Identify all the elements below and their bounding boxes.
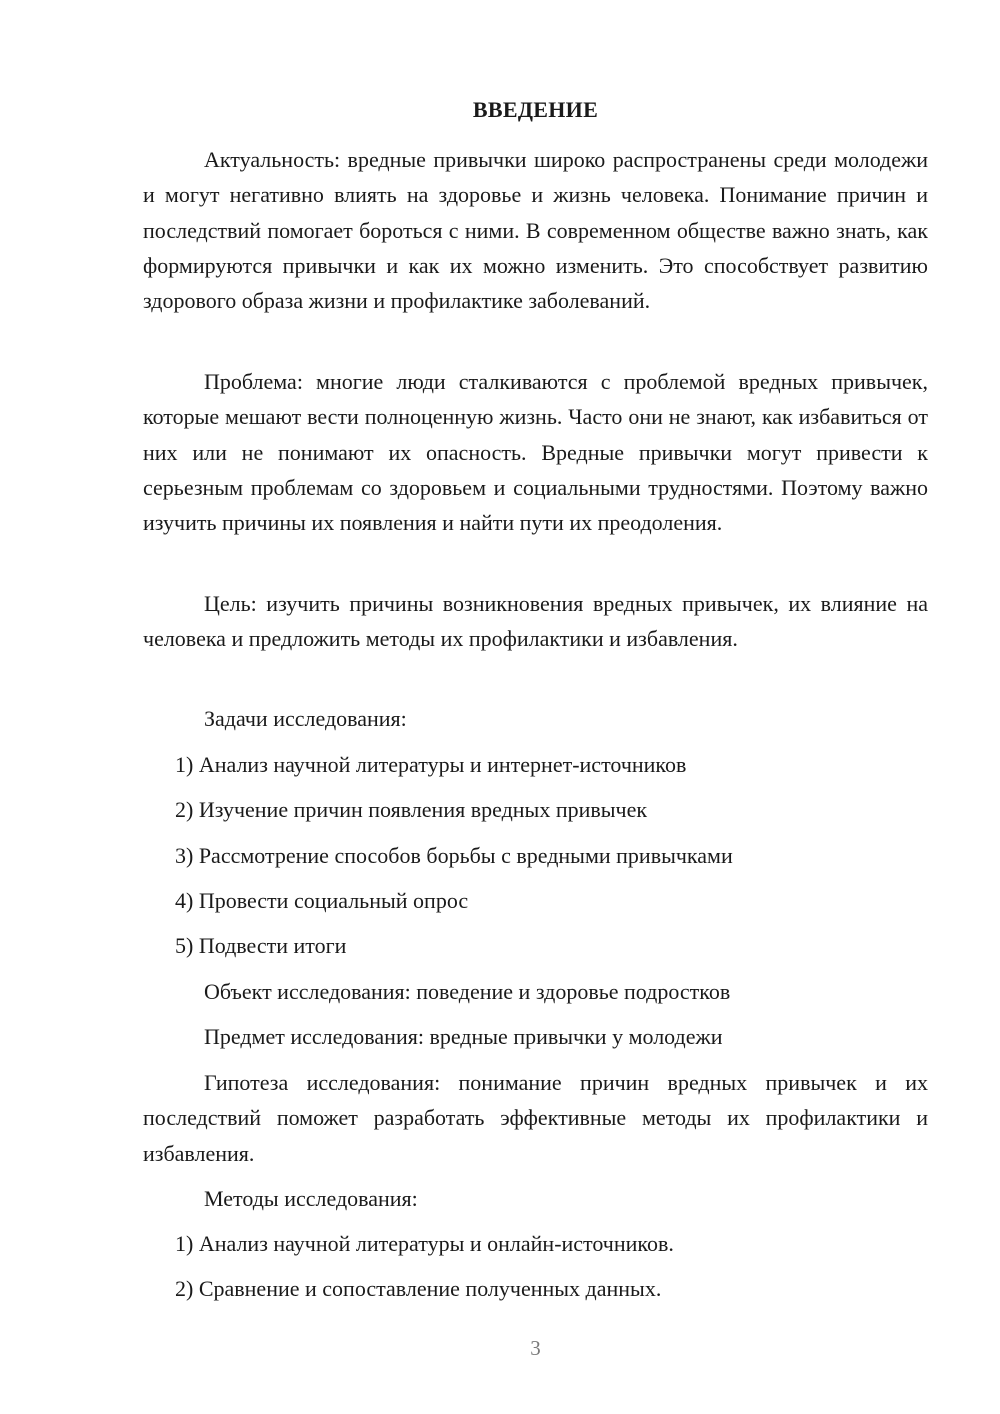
goal-paragraph: Цель: изучить причины возникновения вредных привычек, их влияние на человека и предложить методы их профилактики и избавления. <box>143 591 928 652</box>
hypothesis-paragraph: Гипотеза исследования: понимание причин вредных привычек и их последствий поможет разработать эффективные методы их профилактики и избавления. <box>143 1070 928 1166</box>
section-heading: ВВЕДЕНИЕ <box>472 97 599 122</box>
task-item: 4) Провести социальный опрос <box>175 888 469 913</box>
relevance-paragraph: Актуальность: вредные привычки широко распространены среди молодежи и могут негативно влиять на здоровье и жизнь человека. Понимание причин и последствий помогает бороться с ними. В современном обществе важно знать, как формируются привычки и как их можно изменить. Это способствует развитию здорового образа жизни и профилактике заболеваний. <box>143 147 928 314</box>
method-item: 2) Сравнение и сопоставление полученных данных. <box>175 1276 662 1301</box>
object-line: Объект исследования: поведение и здоровье подростков <box>204 979 731 1004</box>
document-page <box>143 0 928 1414</box>
task-item: 3) Рассмотрение способов борьбы с вредными привычками <box>175 843 733 868</box>
subject-line: Предмет исследования: вредные привычки у молодежи <box>204 1024 723 1049</box>
method-item: 1) Анализ научной литературы и онлайн-источников. <box>175 1231 674 1256</box>
methods-title: Методы исследования: <box>204 1186 418 1211</box>
task-item: 2) Изучение причин появления вредных привычек <box>175 797 648 822</box>
page-number: 3 <box>530 1336 541 1360</box>
task-item: 5) Подвести итоги <box>175 933 347 958</box>
problem-paragraph: Проблема: многие люди сталкиваются с проблемой вредных привычек, которые мешают вести полноценную жизнь. Часто они не знают, как избавиться от них или не понимают их опасность. Вредные привычки могут привести к серьезным проблемам со здоровьем и социальными трудностями. Поэтому важно изучить причины их появления и найти пути их преодоления. <box>143 369 928 536</box>
task-item: 1) Анализ научной литературы и интернет-источников <box>175 752 687 777</box>
tasks-title: Задачи исследования: <box>204 706 407 731</box>
